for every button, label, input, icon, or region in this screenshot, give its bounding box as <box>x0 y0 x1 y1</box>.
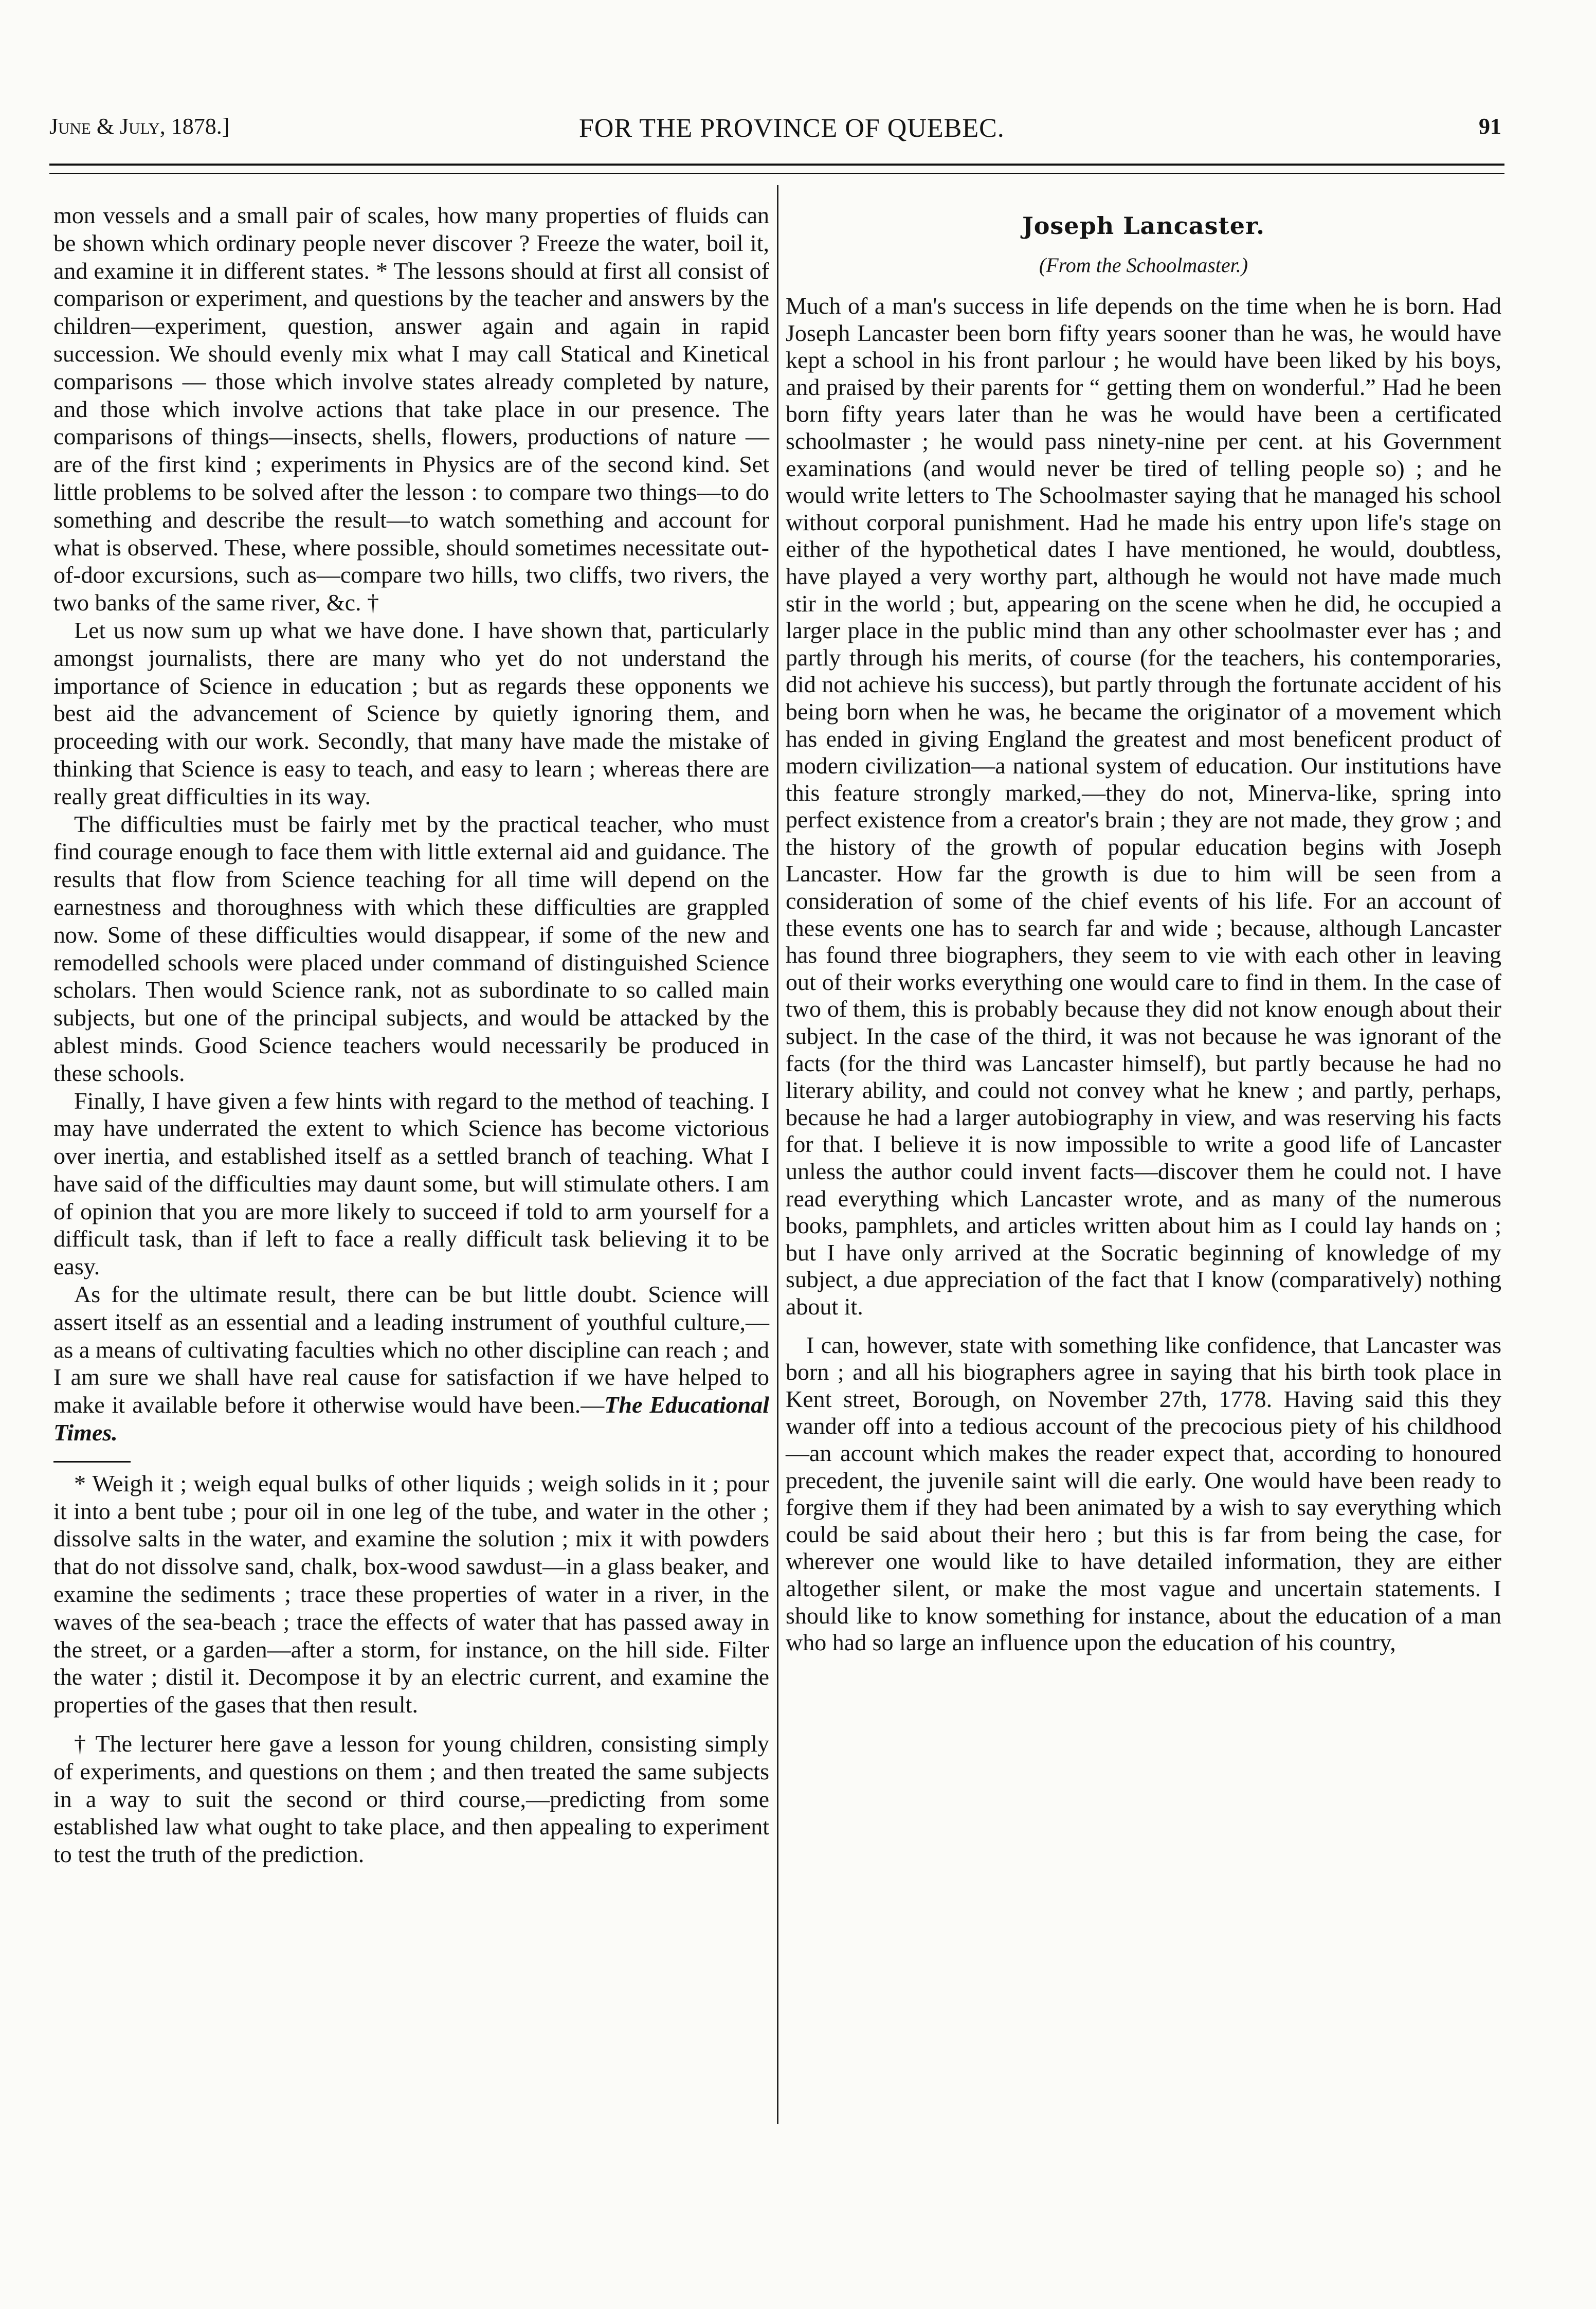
article-source: (From the Schoolmaster.) <box>1039 254 1248 277</box>
running-title: FOR THE PROVINCE OF QUEBEC. <box>579 114 1005 143</box>
footnote-rule <box>53 1461 131 1463</box>
paragraph: I can, however, state with something like confidence, that Lancaster was born ; and all his biographers agree in saying that his birth took place in Kent street, Borough, on November 27th, 1778. Having said this they wander off into a tedious account of the precocious piety of his childhood—an account which makes the reader expect that, according to honoured precedent, the juvenile saint will die early. One would have been ready to forgive them if they had been animated by a wish to say everything which could be said about their hero ; but this is far from being the case, for wherever one would like to have detailed information, they are either altogether silent, or make the most vague and uncertain statements. I should like to know something for instance, about the education of a man who had so large an influence upon the education of his country, <box>786 1331 1501 1656</box>
paragraph: Finally, I have given a few hints with regard to the method of teaching. I may have underrated the extent to which Science has become victorious over inertia, and established itself as a settled branch of teaching. What I have said of the difficulties may daunt some, but will stimulate others. I am of opinion that you are more likely to succeed if told to arm yourself for a difficult task, than if left to face a really difficult task believing it to be easy. <box>53 1087 769 1280</box>
header-rule-thin <box>49 173 1504 174</box>
footnote: † The lecturer here gave a lesson for young children, consisting simply of experiments, and questions on them ; and then treated the same subjects in a way to suit the second or third course,—predicting from some established law what ought to take place, and then appealing to experiment to test the truth of the prediction. <box>53 1730 769 1868</box>
left-column <box>53 202 769 1868</box>
paragraph: The difficulties must be fairly met by the practical teacher, who must find courage enough to face them with little external aid and guidance. The results that flow from Science teaching for all time will depend on the earnestness and thoroughness with which these difficulties are grappled now. Some of these difficulties would disappear, if some of the new and remodelled schools were placed under command of distinguished Science scholars. Then would Science rank, not as subordinate to so called main subjects, but one of the principal subjects, and would be attacked by the ablest minds. Good Science teachers would necessarily be produced in these schools. <box>53 810 769 1086</box>
page-header <box>49 113 1501 154</box>
header-rule-thick <box>49 164 1504 166</box>
paragraph: mon vessels and a small pair of scales, how many properties of fluids can be shown which ordinary people never discover ? Freeze the water, boil it, and examine it in different states. * The lessons should at first all consist of comparison or experiment, and questions by the teacher and answers by the children—experiment, question, answer again and again in rapid succession. We should evenly mix what I may call Statical and Kinetical comparisons — those which involve states already completed by nature, and those which involve actions that take place in our presence. The comparisons of things—insects, shells, flowers, productions of nature —are of the first kind ; experiments in Physics are of the second kind. Set little problems to be solved after the lesson : to compare two things—to do something and describe the result—to watch something and account for what is observed. These, where possible, should sometimes necessitate out-of-door excursions, such as—compare two hills, two cliffs, two rivers, the two banks of the same river, &c. † <box>53 202 769 616</box>
source-citation: The Educational Times. <box>53 1392 769 1446</box>
paragraph: Let us now sum up what we have done. I have shown that, particularly amongst journalists, there are many who yet do not understand the importance of Science in education ; but as regards these opponents we best aid the advancement of Science by quietly ignoring them, and proceeding with our work. Secondly, that many have made the mistake of thinking that Science is easy to teach, and easy to learn ; whereas there are really great difficulties in its way. <box>53 617 769 809</box>
footnote: * Weigh it ; weigh equal bulks of other liquids ; weigh solids in it ; pour it into a bent tube ; pour oil in one leg of the tube, and water in the other ; dissolve salts in the water, and examine the solution ; mix it with powders that do not dissolve sand, chalk, box-wood sawdust—in a glass beaker, and examine the sediments ; trace these properties of water in a river, in the waves of the sea-beach ; trace the effects of water that has passed away in the street, or a garden—after a storm, for instance, on the hill side. Filter the water ; distil it. Decompose it by an electric current, and examine the properties of the gases that then result. <box>53 1470 769 1718</box>
paragraph-text: As for the ultimate result, there can be but little doubt. Science will assert itself as an essential and a leading instrument of youthful culture,—as a means of cultivating faculties which no other discipline can reach ; and I am sure we shall have real cause for satisfaction if we have helped to make it available before it otherwise would have been.— <box>53 1281 769 1418</box>
paragraph: Much of a man's success in life depends on the time when he is born. Had Joseph Lancaster been born fifty years sooner than he was, he would have kept a school in his front parlour ; he would have been liked by his boys, and praised by their parents for “ getting them on wonderful.” Had he been born fifty years later than he was he would have been a certificated schoolmaster ; he would pass ninety-nine per cent. at his Government examinations (and would never be tired of telling people so) ; and he would write letters to The Schoolmaster saying that he managed his school without corporal punishment. Had he made his entry upon life's stage on either of the hypothetical dates I have mentioned, he would, doubtless, have played a very worthy part, although he would not have made much stir in the world ; but, appearing on the scene when he did, he occupied a larger place in the public mind than any other schoolmaster ever has ; and partly through his merits, of course (for the teachers, his contemporaries, did not achieve his success), but partly through the fortunate accident of his being born when he was, he became the originator of a movement which has ended in giving England the greatest and most beneficent product of modern civilization—a national system of education. Our institutions have this feature strongly marked,—they do not, Minerva-like, spring into perfect existence from a creator's brain ; they are not made, they grow ; and the history of the growth of popular education begins with Joseph Lancaster. How far the growth is due to him will be seen from a consideration of some of the chief events of his life. For an account of these events one has to search far and wide ; because, although Lancaster has found three biographers, they seem to vie with each other in leaving out of their works everything one would care to find in them. In the case of two of them, this is probably because they did not know enough about their subject. In the case of the third, it was not because he was ignorant of the facts (for the third was Lancaster himself), but partly because he had no literary ability, and could not convey what he knew ; and partly, perhaps, because he had a larger autobiography in view, and was reserving his facts for that. I believe it is now impossible to write a good life of Lancaster unless the author could invent facts—discover them he could not. I have read everything which Lancaster wrote, and as many of the numerous books, pamphlets, and articles written about him as I could lay hands on ; but I have only arrived at the Socratic beginning of knowledge of my subject, a due appreciation of the fact that I know (comparatively) nothing about it. <box>786 293 1501 1320</box>
right-column <box>786 202 1501 1656</box>
article-title: Joseph Lancaster. <box>1022 212 1265 240</box>
page-number: 91 <box>1479 114 1501 139</box>
paragraph-with-source <box>53 1280 769 1447</box>
column-divider <box>777 185 778 2124</box>
issue-date: June & July, 1878.] <box>49 114 230 139</box>
